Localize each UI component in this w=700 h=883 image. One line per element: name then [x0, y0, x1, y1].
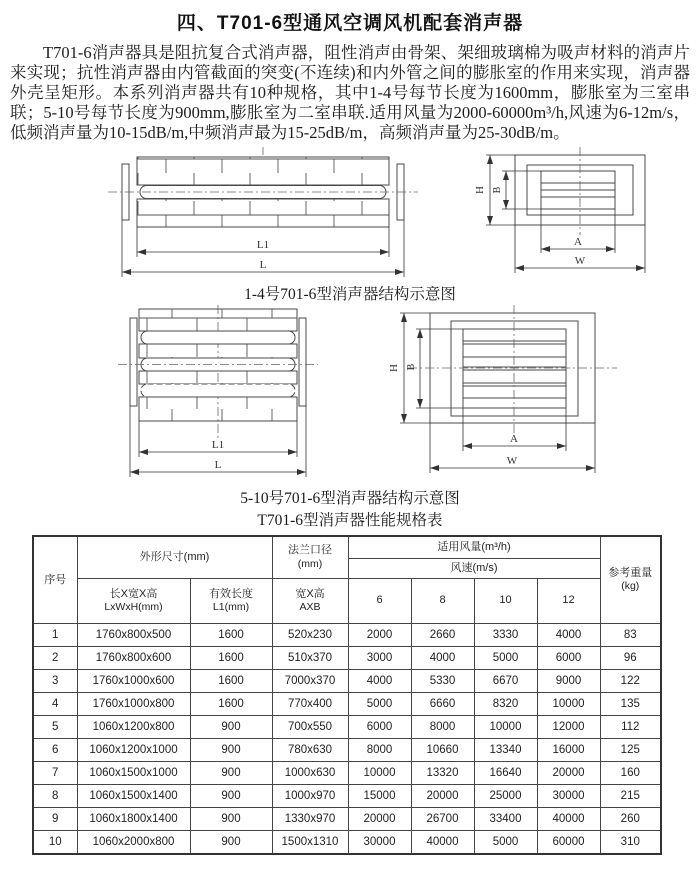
- col-header-airflow-group: 适用风量(m³/h): [348, 536, 600, 558]
- table-cell: 12000: [537, 715, 600, 738]
- table-cell: 1000x630: [272, 761, 348, 784]
- table-cell: 1060x1200x800: [77, 715, 190, 738]
- table-cell: 3330: [474, 623, 537, 646]
- table-cell: 1330x970: [272, 807, 348, 830]
- table-cell: 2660: [411, 623, 474, 646]
- table-cell: 112: [600, 715, 661, 738]
- table-cell: 13340: [474, 738, 537, 761]
- table-cell: 10000: [537, 692, 600, 715]
- table-cell: 9000: [537, 669, 600, 692]
- col-header-dimensions-group: 外形尺寸(mm): [77, 536, 272, 578]
- col-header-efflen-line1: 有效长度: [209, 587, 253, 600]
- dim-label-a: A: [574, 236, 582, 248]
- dim-label-l1: L1: [211, 439, 225, 451]
- table-cell: 3000: [348, 646, 411, 669]
- table-cell: 1060x2000x800: [77, 830, 190, 854]
- table-title: T701-6型消声器性能规格表: [257, 512, 443, 529]
- table-row: [33, 738, 661, 761]
- col-header-effective-length: [190, 578, 272, 623]
- table-cell: 900: [190, 784, 272, 807]
- side-view-5-10: [118, 305, 318, 441]
- table-cell: 9: [33, 807, 77, 830]
- table-cell: 780x630: [272, 738, 348, 761]
- table-cell: 96: [600, 646, 661, 669]
- table-cell: 10000: [474, 715, 537, 738]
- col-header-flangesize-line2: AXB: [299, 600, 321, 613]
- col-header-weight-line1: 参考重量: [608, 566, 653, 579]
- table-cell: 1500x1310: [272, 830, 348, 854]
- table-cell: 2: [33, 646, 77, 669]
- table-cell: 6660: [411, 692, 474, 715]
- col-header-lwh: [77, 578, 190, 623]
- col-header-speed-8: 8: [411, 578, 474, 623]
- table-cell: 33400: [474, 807, 537, 830]
- table-cell: 10: [33, 830, 77, 854]
- table-cell: 1060x1200x1000: [77, 738, 190, 761]
- table-cell: 20000: [348, 807, 411, 830]
- table-cell: 10000: [348, 761, 411, 784]
- table-cell: 7000x370: [272, 669, 348, 692]
- table-cell: 160: [600, 761, 661, 784]
- table-cell: 1760x800x600: [77, 646, 190, 669]
- table-cell: 520x230: [272, 623, 348, 646]
- spec-table: [32, 535, 662, 855]
- table-cell: 25000: [474, 784, 537, 807]
- table-cell: 900: [190, 738, 272, 761]
- table-cell: 310: [600, 830, 661, 854]
- table-cell: 6000: [537, 646, 600, 669]
- page-title: 四、T701-6型通风空调风机配套消声器: [176, 13, 524, 34]
- table-cell: 900: [190, 830, 272, 854]
- table-cell: 13320: [411, 761, 474, 784]
- table-cell: 5000: [348, 692, 411, 715]
- dim-label-b: B: [492, 186, 503, 194]
- table-cell: 1760x1000x600: [77, 669, 190, 692]
- table-cell: 4000: [348, 669, 411, 692]
- dim-label-h: H: [474, 186, 486, 194]
- table-cell: 1600: [190, 646, 272, 669]
- table-cell: 5: [33, 715, 77, 738]
- table-row: [33, 830, 661, 854]
- table-cell: 7: [33, 761, 77, 784]
- dim-label-l1: L1: [256, 239, 270, 251]
- col-header-weight-line2: (kg): [621, 580, 640, 593]
- col-header-flange-line2: (mm): [297, 557, 323, 570]
- table-cell: 770x400: [272, 692, 348, 715]
- figure-structure-1-4: [10, 145, 690, 285]
- table-cell: 26700: [411, 807, 474, 830]
- col-header-lwh-line2: LxWxH(mm): [104, 600, 163, 613]
- table-cell: 20000: [537, 761, 600, 784]
- dim-label-h: H: [388, 364, 400, 372]
- table-row: [33, 715, 661, 738]
- dim-label-l: L: [214, 459, 222, 471]
- dim-label-b: B: [406, 363, 417, 371]
- table-cell: 1060x1800x1400: [77, 807, 190, 830]
- table-body: [33, 623, 661, 854]
- table-cell: 40000: [411, 830, 474, 854]
- table-cell: 16000: [537, 738, 600, 761]
- table-cell: 5000: [474, 646, 537, 669]
- table-cell: 16640: [474, 761, 537, 784]
- table-row: [33, 669, 661, 692]
- col-header-flangesize-line1: 宽X高: [295, 587, 325, 600]
- table-cell: 6000: [348, 715, 411, 738]
- dim-label-l: L: [259, 259, 267, 271]
- table-cell: 1600: [190, 692, 272, 715]
- table-cell: 83: [600, 623, 661, 646]
- table-cell: 1600: [190, 669, 272, 692]
- table-row: [33, 807, 661, 830]
- table-row: [33, 623, 661, 646]
- col-header-lwh-line1: 长X宽X高: [109, 587, 158, 600]
- col-header-speed-10: 10: [474, 578, 537, 623]
- table-cell: 2000: [348, 623, 411, 646]
- table-row: [33, 692, 661, 715]
- table-cell: 8000: [348, 738, 411, 761]
- table-cell: 6: [33, 738, 77, 761]
- table-cell: 10660: [411, 738, 474, 761]
- table-cell: 5330: [411, 669, 474, 692]
- table-cell: 1060x1500x1000: [77, 761, 190, 784]
- col-header-weight: [600, 536, 661, 623]
- table-header: [33, 536, 661, 623]
- table-cell: 40000: [537, 807, 600, 830]
- structure-drawing-1-4: [10, 145, 690, 285]
- table-cell: 1760x1000x800: [77, 692, 190, 715]
- table-cell: 30000: [537, 784, 600, 807]
- table-cell: 1000x970: [272, 784, 348, 807]
- structure-drawing-5-10: [10, 305, 690, 489]
- table-cell: 125: [600, 738, 661, 761]
- table-cell: 60000: [537, 830, 600, 854]
- table-cell: 8000: [411, 715, 474, 738]
- table-cell: 1600: [190, 623, 272, 646]
- intro-paragraph: T701-6消声器具是阻抗复合式消声器，阻性消声由骨架、架细玻璃棉为吸声材料的消声片来实现；抗性消声器由内管截面的突变(不连续)和内外管之间的膨胀室的作用来实现，消声器外壳呈矩形。本系列消声器共有10种规格，其中1-4号每节长度为1600mm，膨胀室为三室串联；5-10号每节长度为900mm,膨胀室为二室串联.适用风量为2000-60000m³/h,风速为6-12m/s，低频消声量为10-15dB/m,中频消声最为15-25dB/m，高频消声量为25-30dB/m。: [10, 43, 690, 142]
- col-header-speed-12: 12: [537, 578, 600, 623]
- table-cell: 3: [33, 669, 77, 692]
- table-cell: 135: [600, 692, 661, 715]
- col-header-index: 序号: [33, 536, 77, 623]
- table-cell: 700x550: [272, 715, 348, 738]
- table-cell: 1060x1500x1400: [77, 784, 190, 807]
- table-cell: 1760x800x500: [77, 623, 190, 646]
- table-cell: 122: [600, 669, 661, 692]
- col-header-efflen-line2: L1(mm): [212, 600, 250, 613]
- col-header-speed-group: 风速(m/s): [348, 558, 600, 578]
- table-row: [33, 646, 661, 669]
- dim-label-w: W: [506, 455, 518, 467]
- col-header-flange: [272, 536, 348, 578]
- table-cell: 260: [600, 807, 661, 830]
- table-cell: 15000: [348, 784, 411, 807]
- table-cell: 510x370: [272, 646, 348, 669]
- dim-label-a: A: [510, 433, 518, 445]
- col-header-flange-line1: 法兰口径: [288, 544, 332, 557]
- table-cell: 8: [33, 784, 77, 807]
- end-view-1-4: [515, 147, 645, 235]
- figure-2-caption: 5-10号701-6型消声器结构示意图: [240, 490, 460, 507]
- figure-1-caption: 1-4号701-6型消声器结构示意图: [244, 286, 456, 303]
- table-cell: 6670: [474, 669, 537, 692]
- table-cell: 900: [190, 807, 272, 830]
- figure-structure-5-10: [10, 305, 690, 489]
- table-row: [33, 761, 661, 784]
- table-cell: 4: [33, 692, 77, 715]
- table-cell: 4000: [537, 623, 600, 646]
- end-view-5-10: [408, 305, 617, 435]
- table-cell: 1: [33, 623, 77, 646]
- table-cell: 30000: [348, 830, 411, 854]
- table-cell: 8320: [474, 692, 537, 715]
- table-cell: 215: [600, 784, 661, 807]
- table-cell: 5000: [474, 830, 537, 854]
- table-row: [33, 784, 661, 807]
- dim-label-w: W: [574, 255, 586, 267]
- table-cell: 900: [190, 715, 272, 738]
- table-cell: 900: [190, 761, 272, 784]
- col-header-speed-6: 6: [348, 578, 411, 623]
- table-cell: 20000: [411, 784, 474, 807]
- table-cell: 4000: [411, 646, 474, 669]
- side-view-1-4: [108, 147, 418, 227]
- col-header-flange-size: [272, 578, 348, 623]
